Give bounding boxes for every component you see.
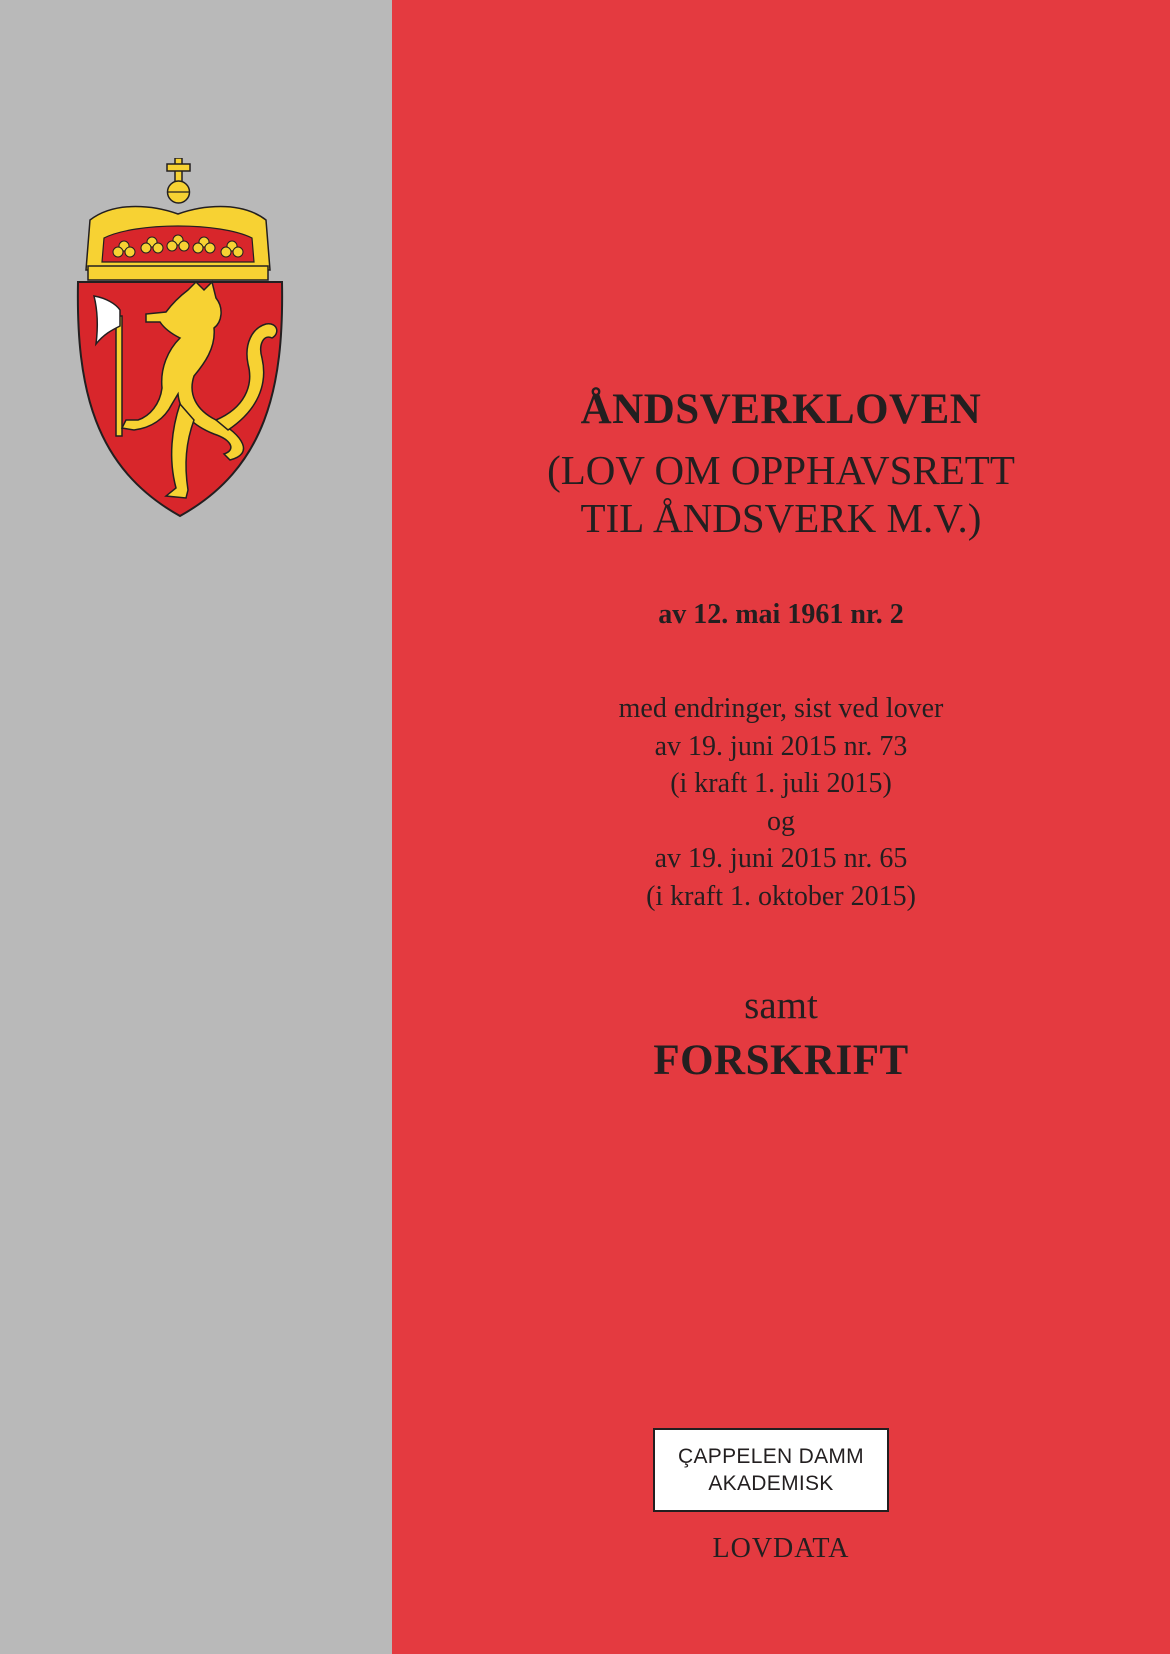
- partner-name: LOVDATA: [712, 1533, 850, 1564]
- amendment-line: (i kraft 1. oktober 2015): [646, 880, 916, 912]
- norwegian-coat-of-arms-icon: [76, 158, 298, 548]
- publisher-line: AKADEMISK: [708, 1472, 834, 1495]
- amendment-line: (i kraft 1. juli 2015): [670, 768, 892, 799]
- law-date: av 12. mai 1961 nr. 2: [658, 599, 904, 630]
- crown-icon: [86, 207, 270, 281]
- amendment-line: med endringer, sist ved lover: [618, 693, 944, 724]
- amendment-line: av 19. juni 2015 nr. 65: [654, 843, 908, 874]
- amendment-line: av 19. juni 2015 nr. 73: [654, 730, 908, 762]
- amendments-note: [392, 690, 1170, 915]
- publisher-logo: [653, 1428, 889, 1512]
- samt-label: samt: [744, 984, 818, 1027]
- cover-title: ÅNDSVERKLOVEN: [580, 386, 982, 433]
- cover-subtitle: [392, 446, 1170, 542]
- crown-cross-icon: [167, 158, 190, 203]
- subtitle-line: TIL ÅNDSVERK M.V.): [580, 495, 982, 541]
- forskrift-label: FORSKRIFT: [653, 1037, 909, 1084]
- publisher-line: ÇAPPELEN DAMM: [678, 1445, 864, 1468]
- amendment-line: og: [767, 805, 795, 837]
- subtitle-line: (LOV OM OPPHAVSRETT: [547, 447, 1015, 493]
